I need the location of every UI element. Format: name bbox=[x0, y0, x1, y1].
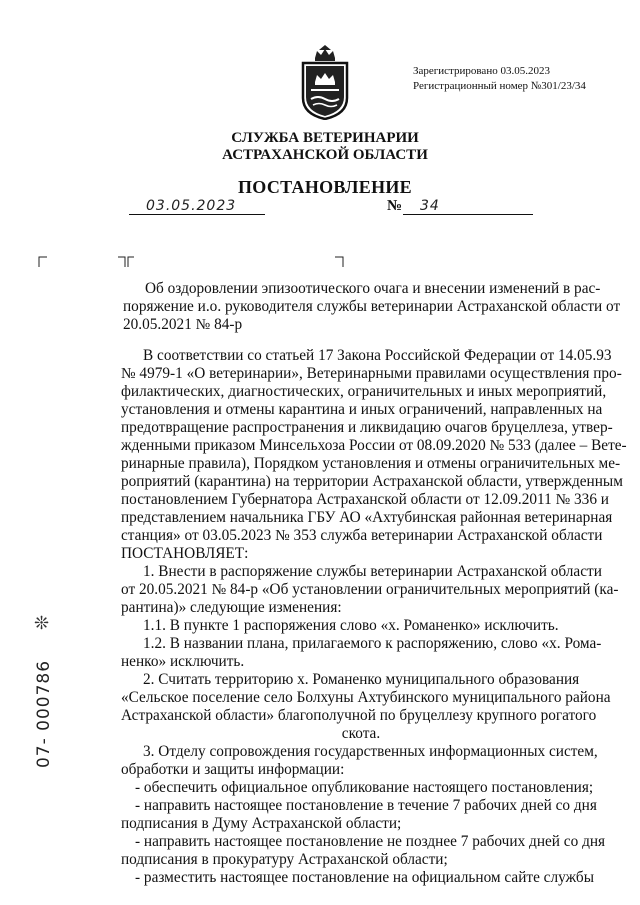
side-stamp-number: 07- 000786 bbox=[34, 659, 54, 769]
body-line: рантина)» следующие изменения: bbox=[121, 599, 342, 616]
body-line: - направить настоящее постановление в течение 7 рабочих дней со дня bbox=[135, 797, 597, 814]
document-number-label: № bbox=[387, 198, 403, 214]
body-line: ПОСТАНОВЛЯЕТ: bbox=[121, 545, 249, 562]
body-line: подписания в Думу Астраханской области; bbox=[121, 815, 402, 832]
document-date: 03.05.2023 bbox=[146, 198, 237, 214]
body-line: ринарные правила), Порядком установления и отмены ограничительных ме- bbox=[121, 455, 621, 472]
document-body bbox=[121, 347, 627, 887]
body-line: - разместить настоящее постановление на официальном сайте службы bbox=[135, 869, 594, 886]
subject-line: поряжение и.о. руководителя службы ветеринарии Астраханской области от bbox=[123, 298, 621, 315]
body-line: № 4979-1 «О ветеринарии», Ветеринарными правилами осуществления про- bbox=[121, 365, 622, 382]
document-number: 34 bbox=[420, 198, 440, 214]
body-line: Астраханской области» благополучной по бруцеллезу крупного рогатого bbox=[121, 707, 597, 724]
body-line: 1. Внести в распоряжение службы ветеринарии Астраханской области bbox=[143, 563, 602, 580]
body-line: 1.1. В пункте 1 распоряжения слово «х. Романенко» исключить. bbox=[143, 617, 559, 634]
body-line: подписания в прокуратуру Астраханской области; bbox=[121, 851, 448, 868]
body-line: В соответствии со статьей 17 Закона Российской Федерации от 14.05.93 bbox=[143, 347, 612, 364]
body-line: - направить настоящее постановление не позднее 7 рабочих дней со дня bbox=[135, 833, 606, 850]
subject-line: 20.05.2021 № 84-р bbox=[123, 316, 243, 333]
body-line: станция» от 03.05.2023 № 353 служба ветеринарии Астраханской области bbox=[121, 527, 603, 544]
body-line: установления и отмены карантина и иных ограничений, направленных на bbox=[121, 401, 603, 418]
body-line: обработки и защиты информации: bbox=[121, 761, 345, 778]
body-line: жденными приказом Минсельхоза России от 08.09.2020 № 533 (далее – Вете- bbox=[121, 437, 627, 454]
organization-name-line-1: СЛУЖБА ВЕТЕРИНАРИИ bbox=[231, 130, 419, 146]
body-line: филактических, диагностических, ограничительных и иных мероприятий, bbox=[121, 383, 607, 400]
document-type-title: ПОСТАНОВЛЕНИЕ bbox=[238, 177, 412, 197]
body-line: скота. bbox=[341, 725, 381, 742]
corner-mark-right bbox=[334, 256, 344, 268]
body-line: роприятий (карантина) на территории Астраханской области, утвержденным bbox=[121, 473, 623, 490]
body-line: от 20.05.2021 № 84-р «Об установлении ограничительных мероприятий (ка- bbox=[121, 581, 619, 598]
coat-of-arms-emblem bbox=[297, 44, 353, 120]
corner-mark-left bbox=[38, 256, 48, 268]
body-line: - обеспечить официальное опубликование настоящего постановления; bbox=[135, 779, 594, 796]
body-line: представлением начальника ГБУ АО «Ахтубинская районная ветеринарная bbox=[121, 509, 613, 526]
body-line: 1.2. В названии плана, прилагаемого к распоряжению, слово «х. Рома- bbox=[143, 635, 602, 652]
side-registration-stamp bbox=[32, 654, 56, 774]
body-line: предотвращение распространения и ликвидацию очагов бруцеллеза, утвер- bbox=[121, 419, 613, 436]
corner-mark-mid bbox=[117, 256, 135, 268]
body-line: 3. Отделу сопровождения государственных информационных систем, bbox=[143, 743, 598, 760]
subject-line: Об оздоровлении эпизоотического очага и внесении изменений в рас- bbox=[145, 280, 601, 297]
document-subject bbox=[123, 280, 621, 334]
registration-date: Зарегистрировано 03.05.2023 bbox=[413, 65, 550, 77]
body-line: постановлением Губернатора Астраханской области от 12.09.2011 № 336 и bbox=[121, 491, 609, 508]
body-line: 2. Считать территорию х. Романенко муниципального образования bbox=[143, 671, 580, 688]
body-line: «Сельское поселение село Болхуны Ахтубинского муниципального района bbox=[121, 689, 611, 706]
body-line: ненко» исключить. bbox=[121, 653, 245, 670]
registration-number: Регистрационный номер №301/23/34 bbox=[413, 80, 586, 92]
organization-name-line-2: АСТРАХАНСКОЙ ОБЛАСТИ bbox=[222, 147, 428, 163]
margin-asterisk-mark: ❊ bbox=[34, 613, 50, 633]
